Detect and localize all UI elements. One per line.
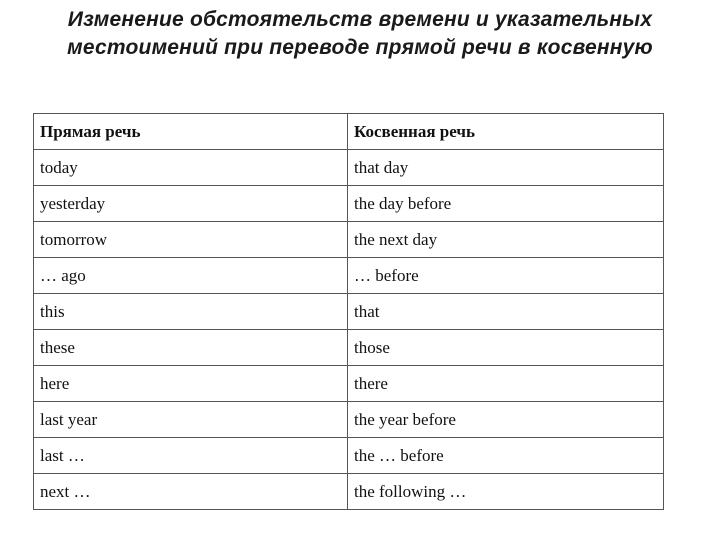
direct-cell: this bbox=[34, 294, 348, 330]
table-row bbox=[34, 402, 664, 438]
table-row bbox=[34, 438, 664, 474]
slide-title bbox=[0, 6, 720, 62]
indirect-cell: the year before bbox=[348, 402, 664, 438]
indirect-cell: the following … bbox=[348, 474, 664, 510]
table-row bbox=[34, 366, 664, 402]
header-indirect-speech: Косвенная речь bbox=[348, 114, 664, 150]
direct-cell: today bbox=[34, 150, 348, 186]
indirect-cell: … before bbox=[348, 258, 664, 294]
indirect-cell: there bbox=[348, 366, 664, 402]
header-direct-speech: Прямая речь bbox=[34, 114, 348, 150]
table-row bbox=[34, 222, 664, 258]
direct-cell: next … bbox=[34, 474, 348, 510]
indirect-cell: the day before bbox=[348, 186, 664, 222]
indirect-cell: the … before bbox=[348, 438, 664, 474]
table-header-row bbox=[34, 114, 664, 150]
direct-indirect-speech-table bbox=[33, 113, 664, 510]
indirect-cell: the next day bbox=[348, 222, 664, 258]
indirect-cell: that bbox=[348, 294, 664, 330]
table-row bbox=[34, 258, 664, 294]
table-row bbox=[34, 474, 664, 510]
table-row bbox=[34, 294, 664, 330]
title-line-1: Изменение обстоятельств времени и указательных bbox=[67, 8, 653, 31]
direct-cell: last … bbox=[34, 438, 348, 474]
direct-cell: … ago bbox=[34, 258, 348, 294]
table-row bbox=[34, 150, 664, 186]
direct-cell: last year bbox=[34, 402, 348, 438]
indirect-cell: that day bbox=[348, 150, 664, 186]
direct-cell: these bbox=[34, 330, 348, 366]
direct-cell: tomorrow bbox=[34, 222, 348, 258]
indirect-cell: those bbox=[348, 330, 664, 366]
table-row bbox=[34, 330, 664, 366]
direct-cell: yesterday bbox=[34, 186, 348, 222]
table-row bbox=[34, 186, 664, 222]
direct-cell: here bbox=[34, 366, 348, 402]
title-line-2: местоимений при переводе прямой речи в косвенную bbox=[67, 36, 653, 59]
